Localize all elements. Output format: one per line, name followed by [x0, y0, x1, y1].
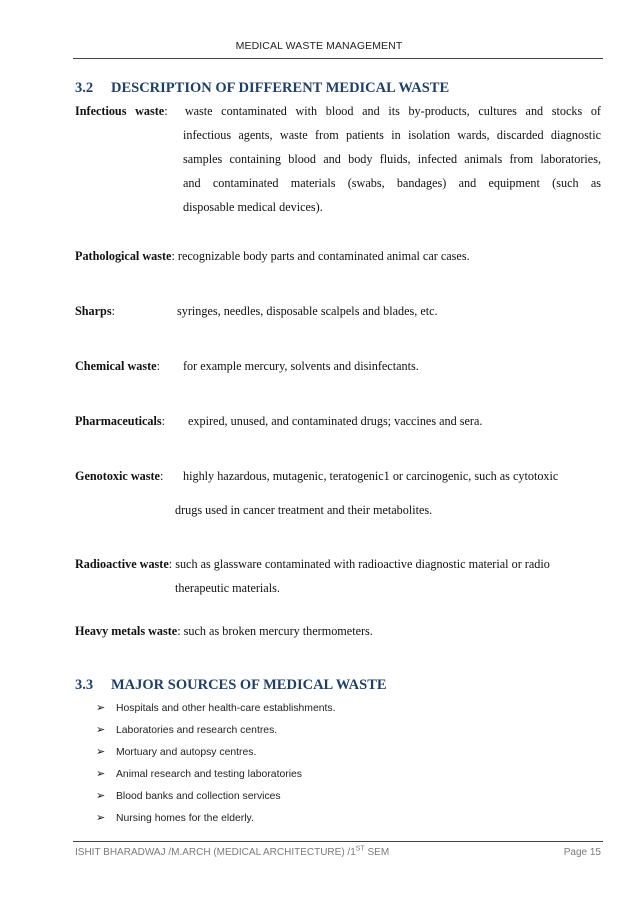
definition-text: waste contaminated with blood and its by-products, cultures and stocks of: [184, 104, 601, 118]
definition-radioactive-line2: therapeutic materials.: [175, 581, 280, 595]
list-item: ➢ Hospitals and other health-care establishments.: [96, 697, 335, 719]
arrow-bullet-icon: ➢: [96, 790, 106, 802]
list-item: ➢ Laboratories and research centres.: [96, 719, 335, 741]
list-item: ➢ Mortuary and autopsy centres.: [96, 741, 335, 763]
definition-infectious: Infectious waste: waste contaminated with blood and its by-products, cultures and stocks of: [75, 104, 601, 118]
header-rule: [73, 58, 603, 59]
page-number: Page 15: [563, 847, 601, 858]
running-header: MEDICAL WASTE MANAGEMENT: [235, 40, 403, 52]
term-pharmaceuticals: Pharmaceuticals: [75, 414, 162, 428]
definition-sharps: Sharps:: [75, 304, 115, 318]
arrow-bullet-icon: ➢: [96, 702, 106, 714]
definition-genotoxic-line1: highly hazardous, mutagenic, teratogenic1 or carcinogenic, such as cytotoxic: [183, 469, 559, 483]
term-heavy-metals: Heavy metals waste: [75, 624, 178, 638]
section-title: DESCRIPTION OF DIFFERENT MEDICAL WASTE: [111, 80, 450, 96]
section-number: 3.3: [75, 677, 94, 693]
term-chemical: Chemical waste: [75, 359, 157, 373]
definition-pharmaceuticals: Pharmaceuticals:: [75, 414, 166, 428]
list-item: ➢ Nursing homes for the elderly.: [96, 807, 335, 829]
definition-chemical: Chemical waste:: [75, 359, 160, 373]
footer-author: ISHIT BHARADWAJ /M.ARCH (MEDICAL ARCHITECTURE) /1ST SEM: [75, 845, 390, 858]
arrow-bullet-icon: ➢: [96, 746, 106, 758]
sources-list: [96, 697, 335, 829]
term-sharps: Sharps: [75, 304, 112, 318]
definition-heavy-metals: Heavy metals waste: such as broken mercury thermometers.: [75, 624, 373, 638]
arrow-bullet-icon: ➢: [96, 768, 106, 780]
section-number: 3.2: [75, 80, 94, 96]
term-genotoxic: Genotoxic waste: [75, 469, 160, 483]
definition-text: recognizable body parts and contaminated animal car cases.: [177, 249, 470, 263]
definition-text: such as glassware contaminated with radioactive diagnostic material or radio: [175, 557, 550, 571]
definition-chemical-text: for example mercury, solvents and disinfectants.: [183, 359, 419, 373]
definition-genotoxic-line2: drugs used in cancer treatment and their metabolites.: [175, 503, 433, 517]
definition-pharmaceuticals-text: expired, unused, and contaminated drugs; vaccines and sera.: [188, 414, 483, 428]
arrow-bullet-icon: ➢: [96, 812, 106, 824]
term-radioactive: Radioactive waste: [75, 557, 169, 571]
definition-infectious-line4: and contaminated materials (swabs, bandages) and equipment (such as: [183, 176, 601, 190]
definition-genotoxic: Genotoxic waste:: [75, 469, 164, 483]
arrow-bullet-icon: ➢: [96, 724, 106, 736]
definition-infectious-line3: samples containing blood and body fluids, infected animals from laboratories,: [183, 152, 601, 166]
definition-infectious-line5: disposable medical devices).: [183, 200, 323, 214]
section-heading-3-2: [75, 80, 449, 97]
definition-sharps-text: syringes, needles, disposable scalpels and blades, etc.: [177, 304, 438, 318]
section-title: MAJOR SOURCES OF MEDICAL WASTE: [111, 677, 387, 693]
term-pathological: Pathological waste: [75, 249, 172, 263]
list-item: ➢ Animal research and testing laboratories: [96, 763, 335, 785]
definition-infectious-line2: infectious agents, waste from patients in isolation wards, discarded diagnostic: [183, 128, 601, 142]
section-heading-3-3: [75, 677, 387, 694]
running-footer: [75, 847, 601, 858]
definition-radioactive: Radioactive waste: such as glassware contaminated with radioactive diagnostic material or radio: [75, 557, 550, 571]
definition-pathological: Pathological waste: recognizable body parts and contaminated animal car cases.: [75, 249, 470, 263]
term-infectious: Infectious waste: [75, 104, 165, 118]
list-item: ➢ Blood banks and collection services: [96, 785, 335, 807]
footer-rule: [73, 841, 603, 842]
definition-text: such as broken mercury thermometers.: [183, 624, 373, 638]
